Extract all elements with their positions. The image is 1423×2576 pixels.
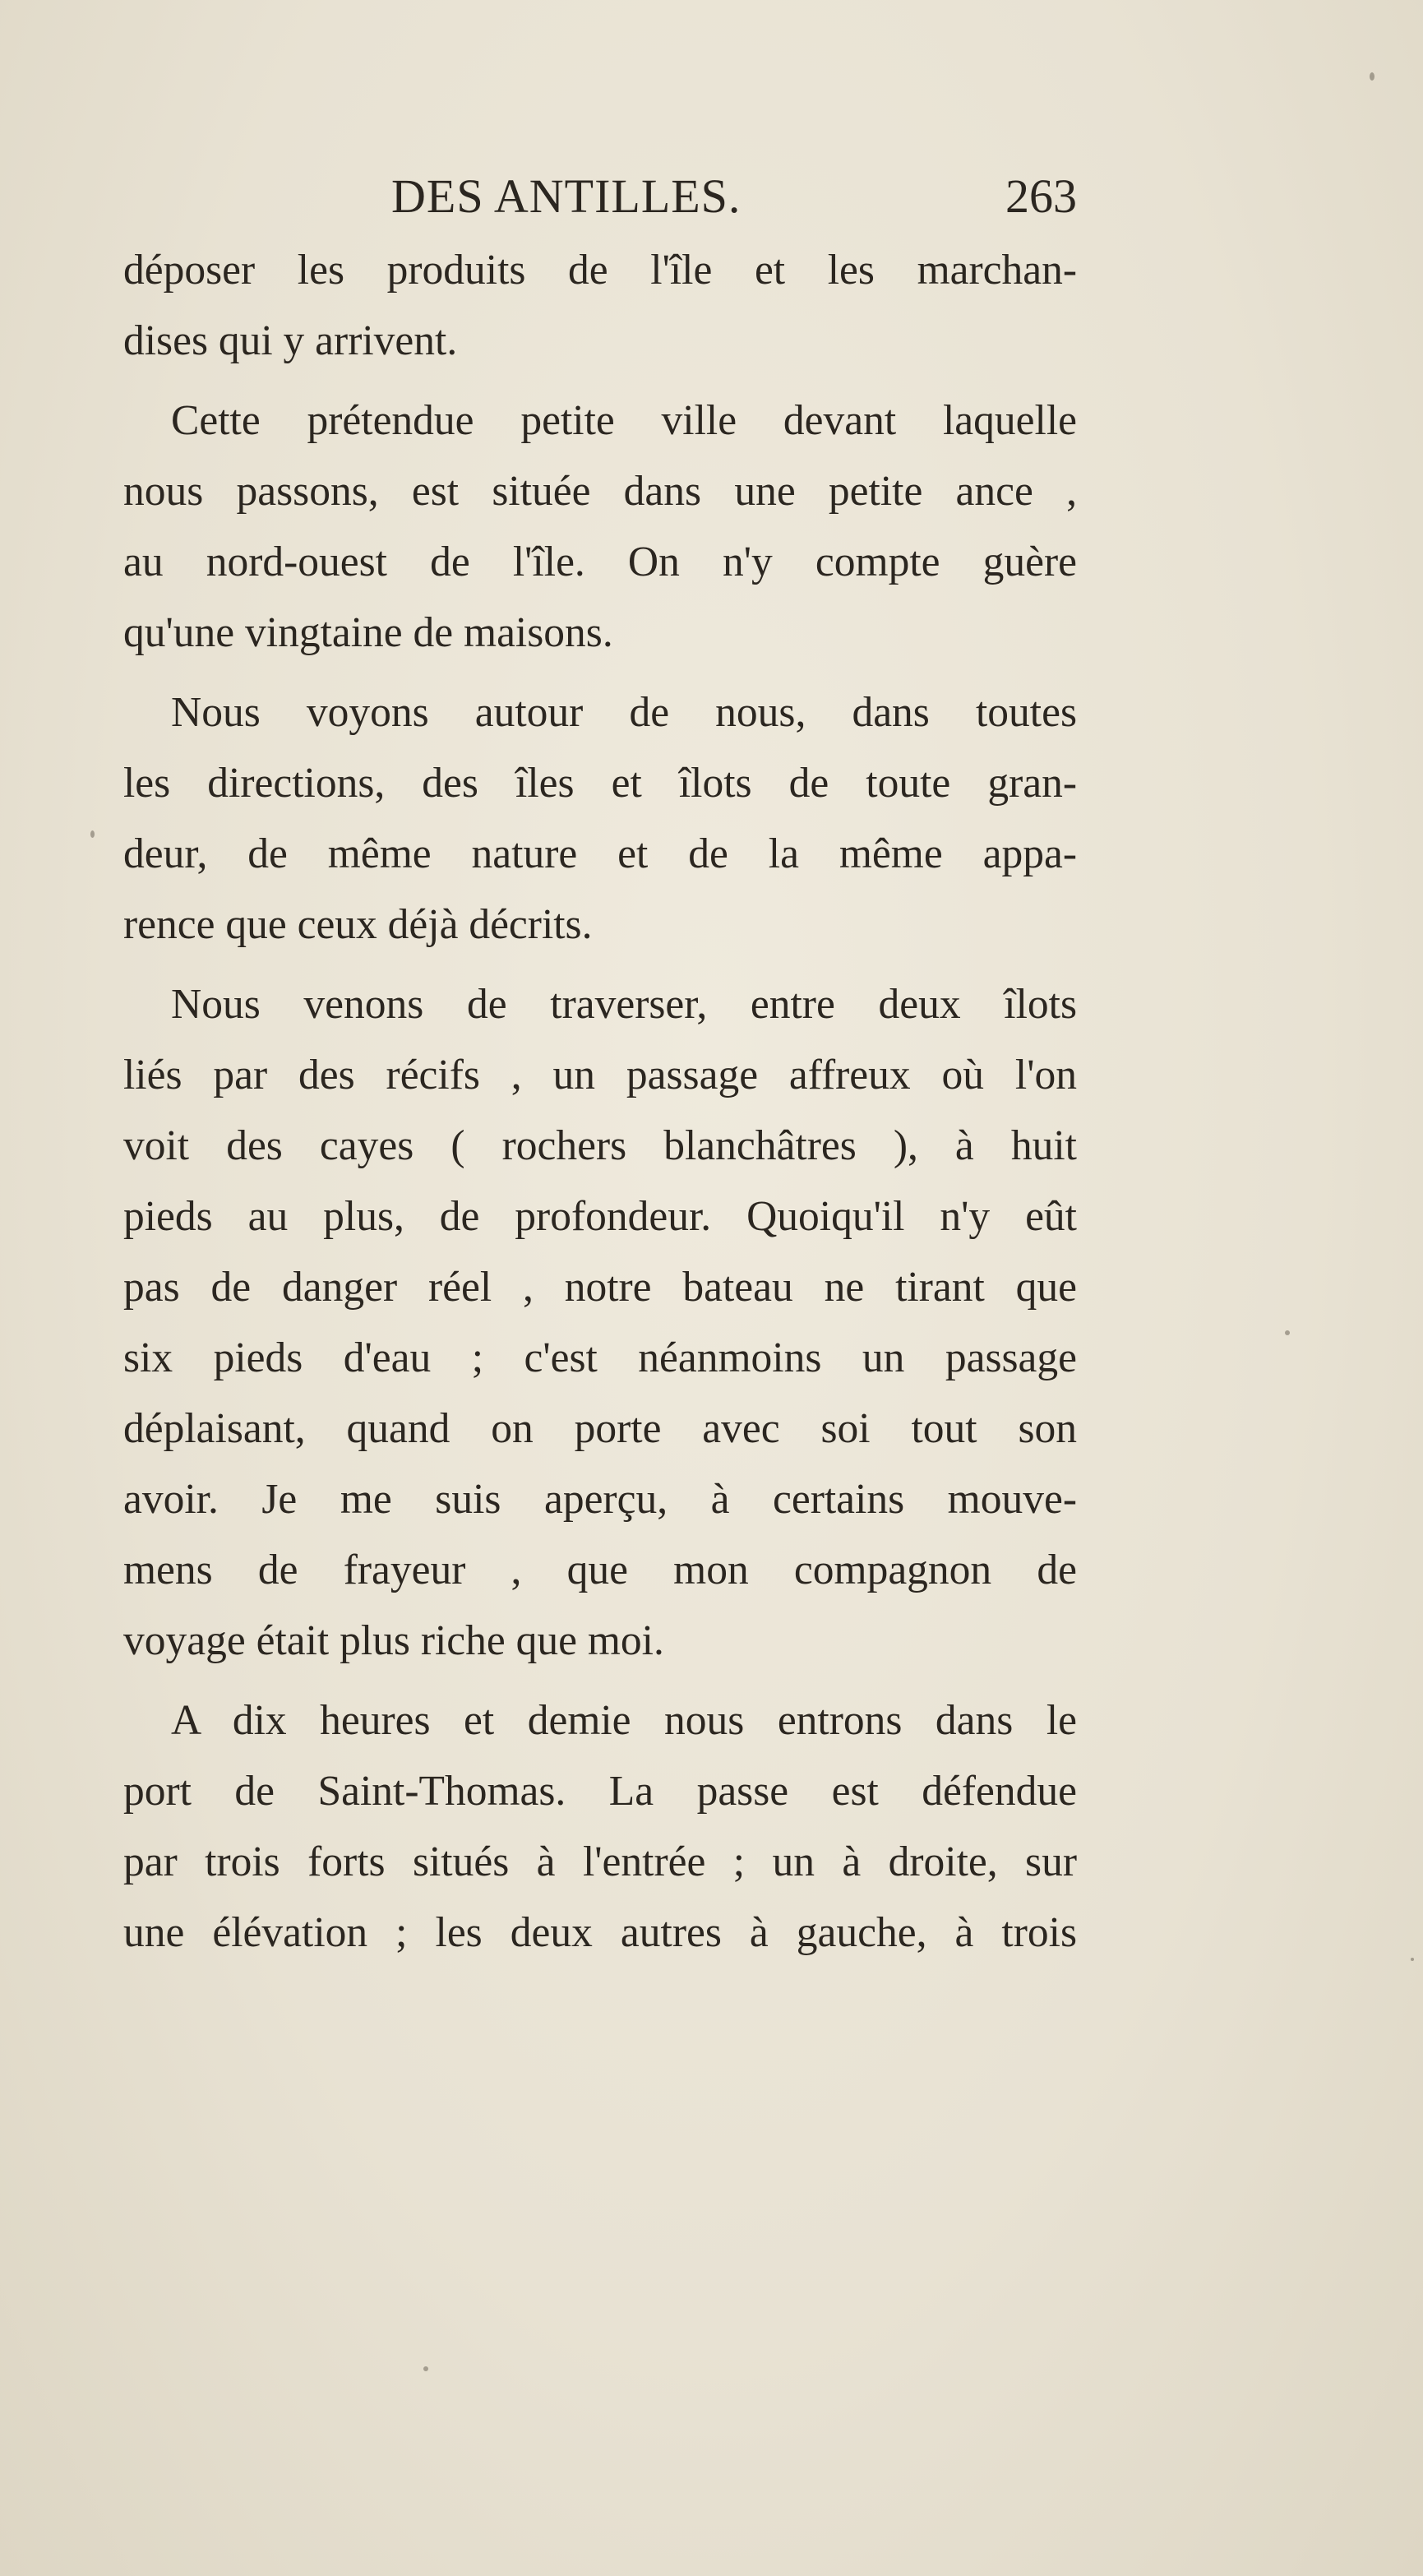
text-line: une élévation ; les deux autres à gauche, à trois	[123, 1909, 1077, 1956]
text-line: Nous venons de traverser, entre deux îlots	[171, 981, 1077, 1028]
paragraph	[123, 1686, 1077, 1968]
page-header	[123, 169, 1077, 226]
text-line: rence que ceux déjà décrits.	[123, 901, 593, 948]
paragraph	[123, 386, 1077, 668]
text-line: qu'une vingtaine de maisons.	[123, 609, 613, 656]
text-line: voyage était plus riche que moi.	[123, 1617, 664, 1664]
text-line: Cette prétendue petite ville devant laquelle	[171, 397, 1077, 444]
text-line: déposer les produits de l'île et les marchan-	[123, 247, 1077, 294]
paper-speck	[1370, 72, 1374, 81]
text-line: pas de danger réel , notre bateau ne tirant que	[123, 1264, 1077, 1311]
text-line: avoir. Je me suis aperçu, à certains mouve-	[123, 1476, 1077, 1523]
text-line: par trois forts situés à l'entrée ; un à droite, sur	[123, 1838, 1077, 1885]
text-line: Nous voyons autour de nous, dans toutes	[171, 689, 1077, 736]
text-line: pieds au plus, de profondeur. Quoiqu'il n'y eût	[123, 1193, 1077, 1240]
text-line: dises qui y arrivent.	[123, 317, 458, 364]
paper-speck	[423, 2366, 428, 2371]
paper-speck	[1411, 1958, 1414, 1961]
paper-speck	[1285, 1330, 1290, 1335]
text-line: port de Saint-Thomas. La passe est défendue	[123, 1768, 1077, 1815]
text-line: mens de frayeur , que mon compagnon de	[123, 1547, 1077, 1593]
paragraph	[123, 678, 1077, 960]
running-head: DES ANTILLES.	[391, 169, 742, 223]
text-line: liés par des récifs , un passage affreux où l'on	[123, 1052, 1077, 1098]
paragraph	[123, 235, 1077, 377]
text-line: nous passons, est située dans une petite ance ,	[123, 468, 1077, 515]
text-line: deur, de même nature et de la même appa-	[123, 830, 1077, 877]
text-line: au nord-ouest de l'île. On n'y compte guère	[123, 539, 1077, 585]
text-line: voit des cayes ( rochers blanchâtres ), à huit	[123, 1122, 1077, 1169]
text-line: les directions, des îles et îlots de toute gran-	[123, 760, 1077, 807]
text-line: A dix heures et demie nous entrons dans le	[171, 1697, 1077, 1744]
paper-speck	[90, 830, 95, 838]
text-line: déplaisant, quand on porte avec soi tout son	[123, 1405, 1077, 1452]
body-text	[123, 235, 1077, 1968]
page-number: 263	[1005, 169, 1077, 223]
text-line: six pieds d'eau ; c'est néanmoins un passage	[123, 1334, 1077, 1381]
paragraph	[123, 969, 1077, 1676]
